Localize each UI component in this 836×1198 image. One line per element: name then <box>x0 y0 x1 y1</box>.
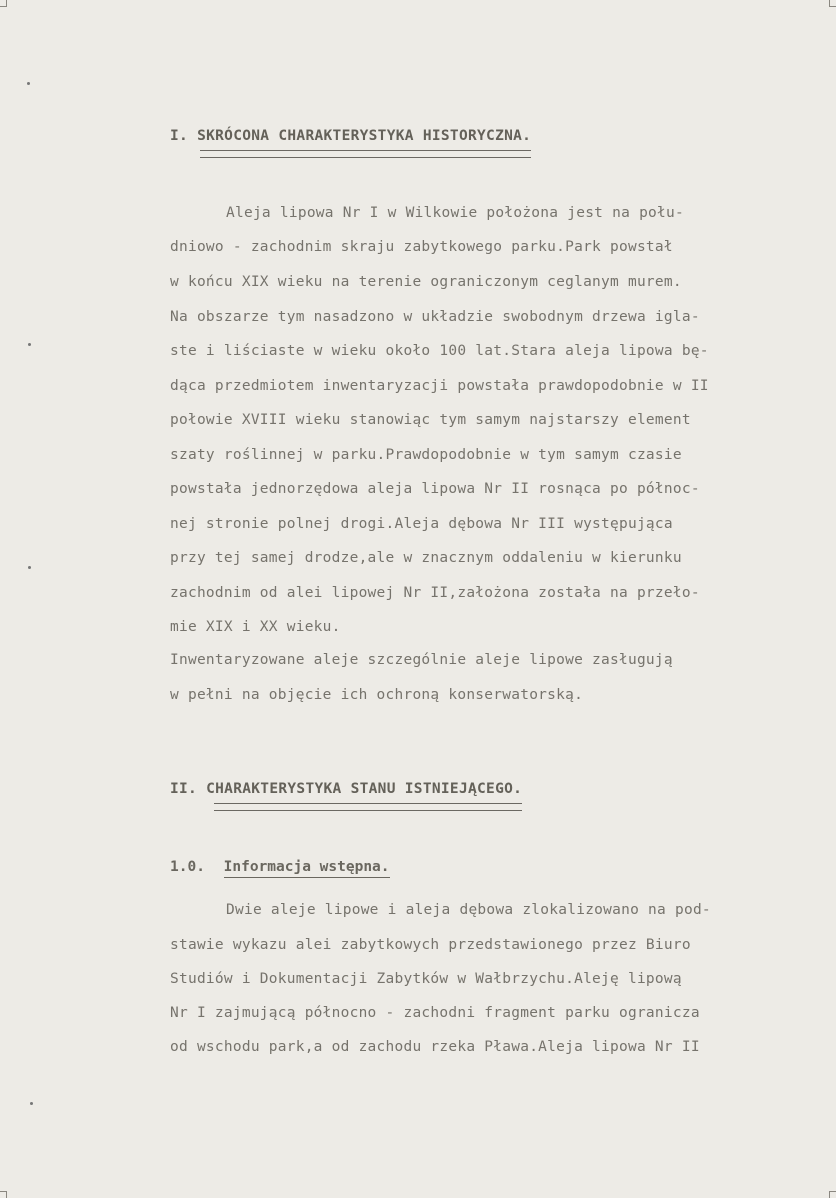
text-line: powstała jednorzędowa aleja lipowa Nr II rosnąca po północ- <box>170 481 700 497</box>
text-line: w końcu XIX wieku na terenie ograniczonym ceglanym murem. <box>170 274 682 290</box>
section-1-heading-text: I. SKRÓCONA CHARAKTERYSTYKA HISTORYCZNA. <box>170 128 532 144</box>
subsection-number: 1.0. <box>170 859 205 875</box>
text-line: mie XIX i XX wieku. <box>170 619 341 635</box>
text-line: Na obszarze tym nasadzono w układzie swobodnym drzewa igla- <box>170 309 700 325</box>
section-2-heading <box>170 781 522 797</box>
text-line: zachodnim od alei lipowej Nr II,założona została na przeło- <box>170 585 700 601</box>
text-line: ste i liściaste w wieku około 100 lat.Stara aleja lipowa bę- <box>170 343 709 359</box>
text-line: Nr I zajmującą północno - zachodni fragment parku ogranicza <box>170 1005 700 1021</box>
text-line: Inwentaryzowane aleje szczególnie aleje lipowe zasługują <box>170 652 673 668</box>
page-corner-mark <box>0 0 7 7</box>
heading-double-underline <box>214 803 522 811</box>
text-line: szaty roślinnej w parku.Prawdopodobnie w tym samym czasie <box>170 447 682 463</box>
punch-mark <box>27 82 30 85</box>
text-line: stawie wykazu alei zabytkowych przedstawionego przez Biuro <box>170 937 691 953</box>
punch-mark <box>28 343 31 346</box>
heading-double-underline <box>200 150 531 158</box>
subsection-heading <box>170 859 390 875</box>
text-line: Aleja lipowa Nr I w Wilkowie położona jest na połu- <box>226 205 684 221</box>
punch-mark <box>30 1102 33 1105</box>
text-line: nej stronie polnej drogi.Aleja dębowa Nr III występująca <box>170 516 673 532</box>
punch-mark <box>28 566 31 569</box>
page-corner-mark <box>829 1191 836 1198</box>
page-corner-mark <box>0 1191 7 1198</box>
text-line: od wschodu park,a od zachodu rzeka Pława.Aleja lipowa Nr II <box>170 1039 700 1055</box>
section-2-heading-text: II. CHARAKTERYSTYKA STANU ISTNIEJĄCEGO. <box>170 781 523 797</box>
text-line: przy tej samej drodze,ale w znacznym oddaleniu w kierunku <box>170 550 682 566</box>
text-line: dąca przedmiotem inwentaryzacji powstała prawdopodobnie w II <box>170 378 709 394</box>
section-1-heading <box>170 128 531 144</box>
text-line: w pełni na objęcie ich ochroną konserwatorską. <box>170 687 584 703</box>
text-line: połowie XVIII wieku stanowiąc tym samym najstarszy element <box>170 412 691 428</box>
text-line: dniowo - zachodnim skraju zabytkowego parku.Park powstał <box>170 239 673 255</box>
subsection-title: Informacja wstępna. <box>224 859 390 878</box>
text-line: Studiów i Dokumentacji Zabytków w Wałbrzychu.Aleję lipową <box>170 971 682 987</box>
page-corner-mark <box>829 0 836 7</box>
text-line: Dwie aleje lipowe i aleja dębowa zlokalizowano na pod- <box>226 902 711 918</box>
